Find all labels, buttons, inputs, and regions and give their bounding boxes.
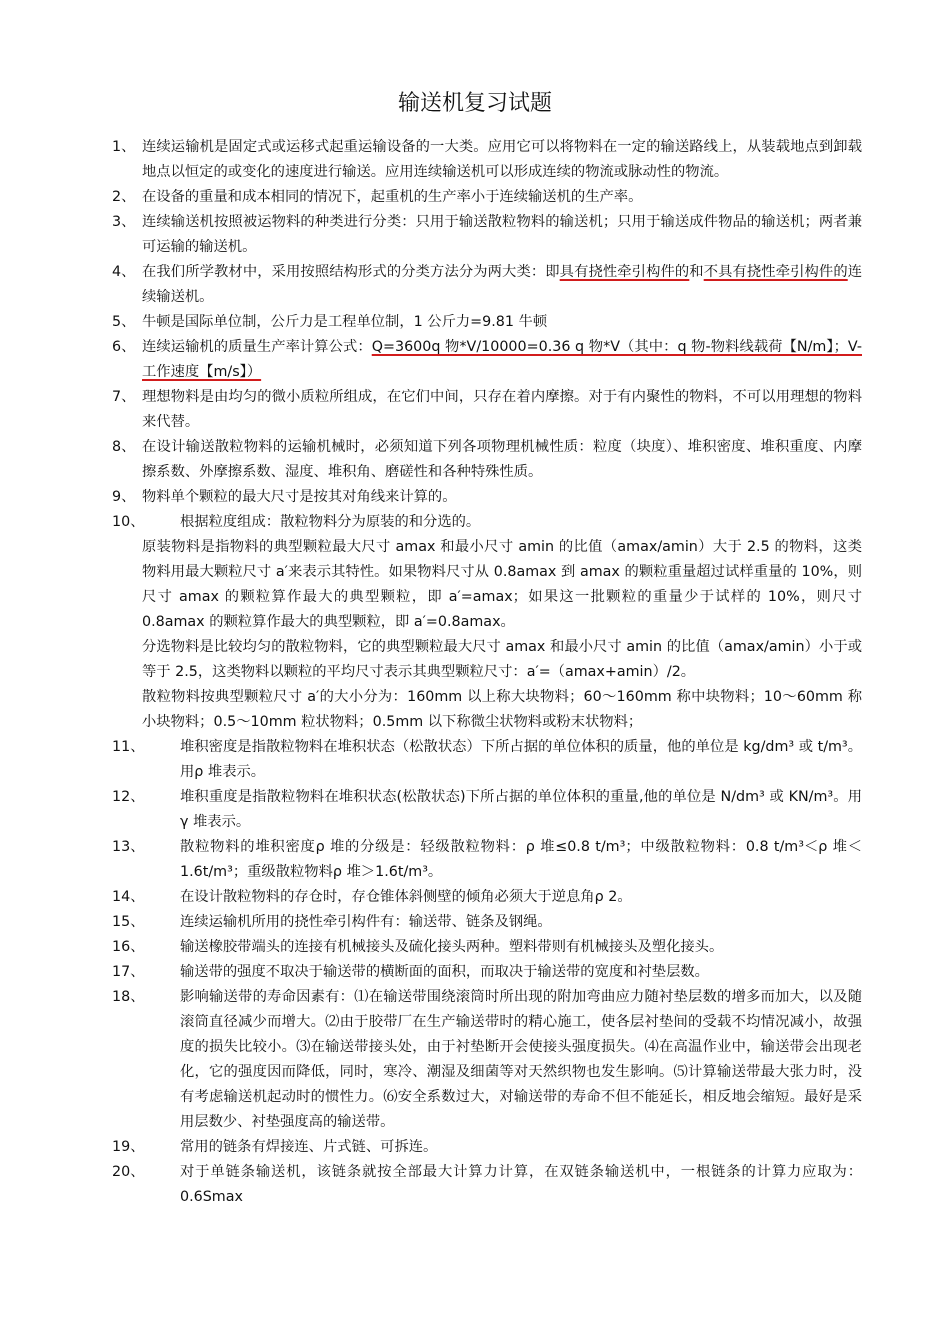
list-item xyxy=(112,1135,862,1160)
item-number: 5、 xyxy=(112,314,136,330)
item-number: 12、 xyxy=(112,789,145,805)
item-text: 连续运输机所用的挠性牵引构件有：输送带、链条及钢绳。 xyxy=(180,914,552,930)
list-item xyxy=(112,735,862,785)
item-number: 19、 xyxy=(112,1139,145,1155)
item-text: 在设计输送散粒物料的运输机械时，必须知道下列各项物理机械性质：粒度（块度）、堆积密度、堆积重度、内摩擦系数、外摩擦系数、湿度、堆积角、磨磋性和各种特殊性质。 xyxy=(142,439,862,480)
list-item xyxy=(112,960,862,985)
list-item xyxy=(112,985,862,1135)
item-text: 常用的链条有焊接连、片式链、可拆连。 xyxy=(180,1139,438,1155)
list-item xyxy=(112,510,862,535)
list-item xyxy=(112,885,862,910)
list-item xyxy=(112,835,862,885)
item-text: 连续输送机按照被运物料的种类进行分类：只用于输送散粒物料的输送机；只用于输送成件物品的输送机；两者兼可运输的输送机。 xyxy=(142,214,862,255)
item-text-part: 连续运输机的质量生产率计算公式： xyxy=(142,339,372,355)
item-number: 16、 xyxy=(112,939,145,955)
list-item xyxy=(112,310,862,335)
item-number: 7、 xyxy=(112,389,136,405)
item-number: 4、 xyxy=(112,264,136,280)
paragraph-size-classes: 散粒物料按典型颗粒尺寸 a′的大小分为：160mm 以上称大块物料；60～160mm 称中块物料；10～60mm 称小块物料；0.5～10mm 粒状物料；0.5mm 以下称微尘状物料或粉末状物料； xyxy=(142,689,862,730)
list-item xyxy=(112,185,862,210)
paragraph-original-material: 原装物料是指物料的典型颗粒最大尺寸 amax 和最小尺寸 amin 的比值（amax/amin）大于 2.5 的物料，这类物料用最大颗粒尺寸 a′来表示其特性。如果物料尺寸从 0.8amax 到 amax 的颗粒重量超过试样重量的 10%，则尺寸 amax 的颗粒算作最大的典型颗粒，即 a′=amax；如果这一批颗粒的重量少于试样的 10%，则尺寸 0.8amax 的颗粒算作最大的典型颗粒，即 a′=0.8amax。 xyxy=(142,539,862,630)
item-number: 9、 xyxy=(112,489,136,505)
list-item xyxy=(112,935,862,960)
list-item xyxy=(112,435,862,485)
item-text: 对于单链条输送机，该链条就按全部最大计算力计算，在双链条输送机中，一根链条的计算力应取为：0.6Smax xyxy=(180,1164,862,1205)
item-number: 11、 xyxy=(112,739,145,755)
item-text: 堆积密度是指散粒物料在堆积状态（松散状态）下所占据的单位体积的质量，他的单位是 kg/dm³ 或 t/m³。用ρ 堆表示。 xyxy=(180,739,862,780)
item-text: 输送带的强度不取决于输送带的横断面的面积，而取决于输送带的宽度和衬垫层数。 xyxy=(180,964,709,980)
list-item-continuation xyxy=(112,685,862,735)
item-text: 输送橡胶带端头的连接有机械接头及硫化接头两种。塑料带则有机械接头及塑化接头。 xyxy=(180,939,724,955)
item-text: 在设备的重量和成本相同的情况下，起重机的生产率小于连续输送机的生产率。 xyxy=(142,189,643,205)
item-text: 物料单个颗粒的最大尺寸是按其对角线来计算的。 xyxy=(142,489,457,505)
list-item xyxy=(112,910,862,935)
item-text-part: 连续输送机。 xyxy=(142,264,863,305)
item-text-part: 在我们所学教材中，采用按照结构形式的分类方法分为两大类：即 xyxy=(142,264,560,280)
item-text: 影响输送带的寿命因素有：⑴在输送带围绕滚筒时所出现的附加弯曲应力随衬垫层数的增多而加大，以及随滚筒直径减少而增大。⑵由于胶带厂在生产输送带时的精心施工，使各层衬垫间的受载不均情况减小，故强度的损失比较小。⑶在输送带接头处，由于衬垫断开会使接头强度损失。⑷在高温作业中，输送带会出现老化，它的强度因而降低，同时，寒冷、潮湿及细菌等对天然织物也发生影响。⑸计算输送带最大张力时，没有考虑输送机起动时的惯性力。⑹安全系数过大，对输送带的寿命不但不能延长，相反地会缩短。最好是采用层数少、衬垫强度高的输送带。 xyxy=(180,989,862,1130)
list-item xyxy=(112,335,862,385)
question-list xyxy=(112,135,862,1210)
underlined-text: 具有挠性牵引构件的 xyxy=(559,264,690,280)
item-text-part: 和 xyxy=(689,264,704,280)
item-number: 15、 xyxy=(112,914,145,930)
list-item xyxy=(112,135,862,185)
item-number: 20、 xyxy=(112,1164,145,1180)
item-text xyxy=(142,335,862,385)
page-title: 输送机复习试题 xyxy=(397,91,552,116)
item-number: 1、 xyxy=(112,139,136,155)
item-number: 17、 xyxy=(112,964,145,980)
item-number: 3、 xyxy=(112,214,136,230)
paragraph-sorted-material: 分选物料是比较均匀的散粒物料，它的典型颗粒最大尺寸 amax 和最小尺寸 amin 的比值（amax/amin）小于或等于 2.5，这类物料以颗粒的平均尺寸表示其典型颗粒尺寸：a′=（amax+amin）/2。 xyxy=(142,639,862,680)
item-number: 2、 xyxy=(112,189,136,205)
list-item xyxy=(112,210,862,260)
list-item xyxy=(112,385,862,435)
item-number: 18、 xyxy=(112,989,145,1005)
item-text: 在设计散粒物料的存仓时，存仓锥体斜侧壁的倾角必须大于逆息角ρ 2。 xyxy=(180,889,632,905)
list-item xyxy=(112,260,862,310)
item-text: 理想物料是由均匀的微小质粒所组成，在它们中间，只存在着内摩擦。对于有内聚性的物料，不可以用理想的物料来代替。 xyxy=(142,389,862,430)
item-number: 6、 xyxy=(112,339,136,355)
item-number: 13、 xyxy=(112,839,145,855)
list-item-continuation xyxy=(112,635,862,685)
item-text: 根据粒度组成：散粒物料分为原装的和分选的。 xyxy=(180,514,481,530)
list-item xyxy=(112,485,862,510)
list-item xyxy=(112,785,862,835)
list-item xyxy=(112,1160,862,1210)
item-text: 散粒物料的堆积密度ρ 堆的分级是：轻级散粒物料：ρ 堆≤0.8 t/m³；中级散粒物料：0.8 t/m³＜ρ 堆＜1.6t/m³；重级散粒物料ρ 堆＞1.6t/m³。 xyxy=(180,839,862,880)
underlined-formula: Q=3600q 物*V/10000=0.36 q 物*V（其中：q 物-物料线载荷【N/m】；V-工作速度【m/s】） xyxy=(142,339,862,380)
item-text: 堆积重度是指散粒物料在堆积状态(松散状态)下所占据的单位体积的重量,他的单位是 N/dm³ 或 KN/m³。用γ 堆表示。 xyxy=(180,789,862,830)
item-text xyxy=(142,260,862,310)
item-number: 8、 xyxy=(112,439,136,455)
item-text: 牛顿是国际单位制，公斤力是工程单位制，1 公斤力=9.81 牛顿 xyxy=(142,314,548,330)
list-item-continuation xyxy=(112,535,862,635)
item-text: 连续运输机是固定式或运移式起重运输设备的一大类。应用它可以将物料在一定的输送路线上，从装载地点到卸载地点以恒定的或变化的速度进行输送。应用连续输送机可以形成连续的物流或脉动性的物流。 xyxy=(142,139,862,180)
underlined-text: 不具有挠性牵引构件的 xyxy=(703,264,848,280)
item-number: 10、 xyxy=(112,514,145,530)
item-number: 14、 xyxy=(112,889,145,905)
